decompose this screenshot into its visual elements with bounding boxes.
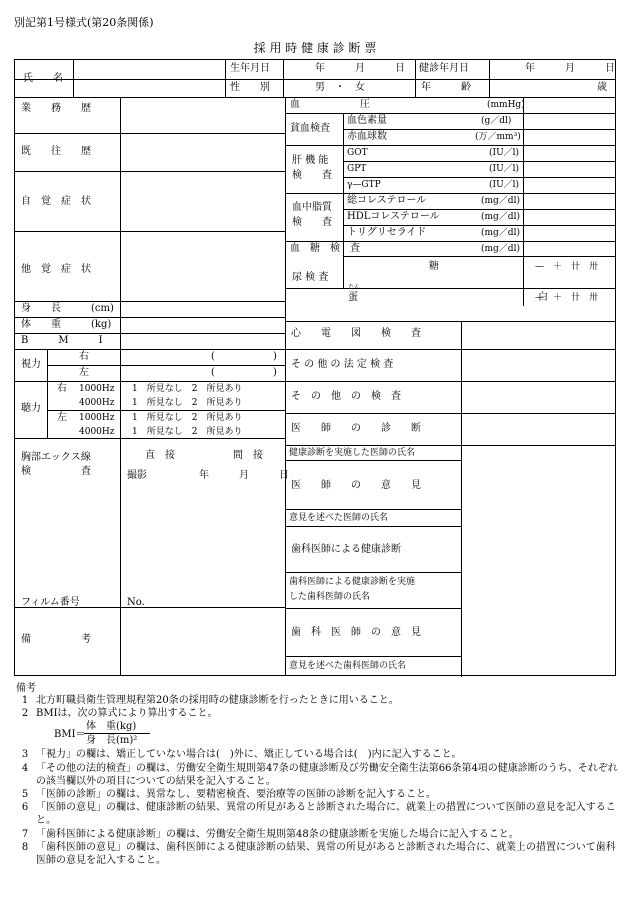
bmi-formula [14, 720, 619, 748]
page-title: 採 用 時 健 康 診 断 票 [253, 41, 377, 55]
height-label: 身 長 [21, 303, 61, 314]
dentist-name-label: 歯科医師による健康診断を実施 [289, 577, 416, 587]
physician-diag-label: 医 師 の 診 断 [291, 423, 421, 434]
urine-protein-label: 蛋 白 [348, 292, 548, 303]
mg-unit: (mg／dl) [481, 244, 520, 254]
hearing-options[interactable]: 1 所見なし 2 所見あり [132, 427, 243, 437]
rbc-unit: (万／mm³) [475, 132, 521, 142]
form-number: 別記第1号様式(第20条関係) [14, 16, 154, 29]
note-num: 4 [21, 762, 29, 774]
bmi-label: B M I [21, 335, 103, 346]
exam-form [14, 59, 616, 676]
note-num: 5 [21, 789, 29, 801]
film-number-label: フィルム番号 [21, 597, 80, 608]
note-num: 3 [21, 749, 29, 761]
urine-sugar-label: 糖 [429, 261, 439, 272]
urine-protein-scale[interactable]: — ＋ 卄 卅 [535, 293, 599, 303]
blood-pressure-label: 血 圧 [290, 99, 370, 110]
total-chol-label: 総コレステロール [347, 195, 427, 206]
note-num: 2 [21, 708, 29, 720]
got-label: GOT [347, 148, 368, 158]
birthdate-field[interactable]: 年 月 日 [315, 63, 405, 74]
hz-label: 4000Hz [79, 427, 115, 437]
note-text: 「視力」の欄は、矯正していない場合は( )外に、矯正している場合は( )内に記入すること。 [36, 749, 462, 761]
vision-right-label: 右 [79, 351, 89, 362]
note-text: 「歯科医師による健康診断」の欄は、労働安全衛生規則第48条の健康診断を実施した場合に記入すること。 [36, 828, 519, 840]
vision-left-label: 左 [79, 367, 89, 378]
birthdate-label: 生年月日 [230, 63, 270, 74]
note-num: 1 [21, 695, 29, 706]
protein-ruby: たん [348, 284, 361, 291]
hz-label: 1000Hz [79, 413, 115, 423]
mg-unit: (mg／dl) [481, 212, 520, 222]
name-label: 氏 名 [23, 73, 63, 84]
past-history-label: 既 往 歴 [21, 146, 91, 157]
mg-unit: (mg／dl) [481, 196, 520, 206]
exam-date-field[interactable]: 年 月 日 [525, 63, 615, 74]
notes-heading: 備考 [16, 683, 36, 694]
note-text: 「その他の法的検査」の欄は、労働安全衛生規則第47条の健康診断及び労働安全衛生法第66条第4項の健康診断のうち、それぞれの該当欄以外の項目についての結果を記入すること。 [36, 762, 618, 787]
blood-sugar-label: 血 糖 検 査 [290, 243, 360, 254]
height-unit: (cm) [91, 303, 114, 314]
note-item [14, 748, 619, 761]
physician-name-label: 健康診断を実施した医師の氏名 [289, 448, 416, 458]
chest-xray-label: 胸部エックス線 [21, 452, 91, 463]
occupation-label: 業 務 歴 [21, 103, 91, 114]
liver-label: 肝 機 能 [292, 155, 329, 166]
objective-label: 他 覚 症 状 [21, 264, 91, 275]
name-field[interactable] [75, 61, 223, 95]
gpt-label: GPT [347, 164, 367, 174]
note-item [14, 801, 619, 827]
iu-unit: (IU／l) [489, 180, 520, 190]
hdl-label: HDLコレステロール [347, 211, 440, 222]
mg-unit: (mg／dl) [481, 228, 520, 238]
ggtp-label: γ—GTP [347, 180, 381, 190]
dentist-opinion-label: 歯 科 医 師 の 意 見 [291, 627, 421, 638]
chest-xray-label-2: 検 査 [21, 466, 91, 477]
formula-denominator: 身 長(m)² [86, 735, 138, 747]
age-label: 年 齢 [421, 82, 471, 93]
note-num: 6 [21, 802, 29, 814]
age-unit: 歳 [597, 82, 607, 93]
ecg-label: 心 電 図 検 査 [291, 328, 421, 339]
vision-label: 視力 [21, 359, 41, 370]
hearing-right-label: 右 [57, 383, 67, 394]
opinion-physician-name-label: 意見を述べた医師の氏名 [289, 513, 389, 523]
dental-exam-label: 歯科医師による健康診断 [291, 544, 401, 555]
note-text: 「医師の診断」の欄は、異常なし、要精密検査、要治療等の医師の診断を記入すること。 [36, 789, 436, 801]
hearing-options[interactable]: 1 所見なし 2 所見あり [132, 384, 243, 394]
lipid-label-2: 検 査 [292, 217, 332, 228]
other-legal-label: そ の 他 の 法 定 検 査 [291, 359, 394, 370]
hearing-options[interactable]: 1 所見なし 2 所見あり [132, 398, 243, 408]
liver-label-2: 検 査 [292, 170, 332, 181]
shooting-date[interactable]: 年 月 日 [199, 470, 289, 481]
anemia-label: 貧血検査 [290, 123, 330, 134]
tg-label: トリグリセライド [347, 227, 427, 238]
note-item [14, 788, 619, 801]
note-text: 北方町職員衛生管理規程第20条の採用時の健康診断を行ったときに用いること。 [36, 695, 399, 706]
weight-unit: (kg) [91, 319, 112, 330]
sex-label: 性 別 [230, 82, 270, 93]
urine-sugar-scale[interactable]: — ＋ 卄 卅 [535, 262, 599, 272]
iu-unit: (IU／l) [489, 164, 520, 174]
note-item [14, 828, 619, 841]
notes-list [14, 694, 619, 867]
other-exam-label: そ の 他 の 検 査 [291, 391, 401, 402]
lipid-label: 血中脂質 [292, 202, 332, 213]
weight-label: 体 重 [21, 319, 61, 330]
paren-open: ( [211, 351, 215, 362]
hemoglobin-unit: (g／dl) [481, 116, 512, 126]
formula-lhs: BMI＝ [54, 729, 86, 741]
opinion-dentist-name-label: 意見を述べた歯科医師の氏名 [289, 661, 407, 671]
shooting-label: 撮影 [127, 470, 147, 481]
exam-date-label: 健診年月日 [419, 63, 469, 74]
urine-label: 尿 検 査 [292, 272, 329, 283]
paren-close: ) [273, 367, 277, 378]
film-no: No. [127, 597, 145, 608]
hz-label: 1000Hz [79, 384, 115, 394]
note-text: 「医師の意見」の欄は、健康診断の結果、異常の所見があると診断された場合に、就業上の措置について医師の意見を記入すること。 [36, 802, 616, 827]
hz-label: 4000Hz [79, 398, 115, 408]
hemoglobin-label: 血色素量 [347, 115, 387, 126]
xray-direct: 直 接 [145, 450, 175, 461]
xray-indirect: 間 接 [233, 450, 263, 461]
hearing-label: 聴力 [21, 403, 41, 414]
note-num: 8 [21, 841, 29, 853]
paren-close: ) [273, 351, 277, 362]
note-num: 7 [21, 828, 29, 840]
dentist-name-label-2: した歯科医師の氏名 [289, 592, 371, 602]
paren-open: ( [211, 367, 215, 378]
rbc-label: 赤血球数 [347, 131, 387, 142]
note-item [14, 694, 619, 707]
hearing-left-label: 左 [57, 412, 67, 423]
sex-field[interactable]: 男 ・ 女 [315, 82, 365, 93]
hearing-options[interactable]: 1 所見なし 2 所見あり [132, 413, 243, 423]
iu-unit: (IU／l) [489, 148, 520, 158]
note-item [14, 762, 619, 788]
formula-numerator: 体 重(kg) [86, 721, 137, 733]
note-text: 「歯科医師の意見」の欄は、歯科医師による健康診断の結果、異常の所見があると診断された場合に、就業上の措置について歯科医師の意見を記入すること。 [36, 841, 616, 867]
physician-opinion-label: 医 師 の 意 見 [291, 480, 421, 491]
note-item [14, 707, 619, 720]
note-text: BMIは、次の算式により算出すること。 [36, 708, 218, 720]
note-item [14, 841, 619, 867]
bp-unit: (mmHg) [487, 100, 525, 110]
subjective-label: 自 覚 症 状 [21, 196, 91, 207]
remarks-label: 備 考 [21, 634, 91, 645]
